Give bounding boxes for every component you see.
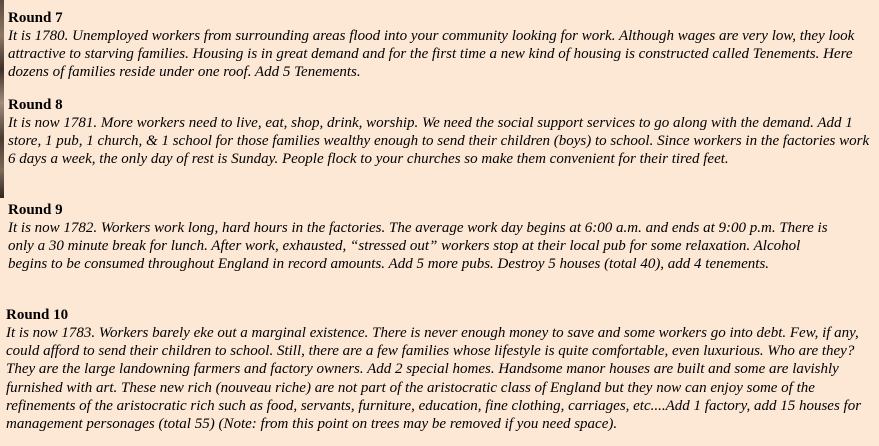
round-9-heading: Round 9 (8, 202, 63, 218)
round-9-section (8, 201, 873, 274)
round-10-text: It is now 1783. Workers barely eke out a marginal existence. There is never enough money to save and some workers go into debt. Few, if any, could afford to send their children to school. Still, there are a few families whose lifestyle is quite comfortable, even luxurious. Who are they? They are the large landowning farmers and factory owners. Add 2 special homes. Handsome manor houses are built and some are lavishly furnished with art. These new rich (nouveau riche) are not part of the aristocratic class of England but they now can enjoy some of the refinements of the aristocratic rich such as food, servants, furniture, education, fine clothing, carriages, etc....Add 1 factory, add 15 houses for management personages (total 55) (Note: from this point on trees may be removed if you need space). (6, 325, 862, 433)
round-7-text: It is 1780. Unemployed workers from surrounding areas flood into your community looking for work. Although wages are very low, they look attractive to starving families. Housing is in great demand and for the first time a new kind of housing is constructed called Tenements. Here dozens of families reside under one roof. Add 5 Tenements. (8, 28, 855, 81)
round-8-text: It is now 1781. More workers need to live, eat, shop, drink, worship. We need the social support services to go along with the demand. Add 1 store, 1 pub, 1 church, & 1 school for those families wealthy enough to send their children (boys) to school. Since workers in the factories work 6 days a week, the only day of rest is Sunday. People flock to your churches so make them convenient for their tired feet. (8, 115, 870, 168)
round-8-section (8, 96, 873, 169)
round-9-text: It is now 1782. Workers work long, hard hours in the factories. The average work day begins at 6:00 a.m. and ends at 9:00 p.m. There is only a 30 minute break for lunch. After work, exhausted, “stressed out” workers stop at their local pub for some relaxation. Alcohol begins to be consumed throughout England in record amounts. Add 5 more pubs. Destroy 5 houses (total 40), add 4 tenements. (8, 220, 828, 273)
round-8-heading: Round 8 (8, 97, 63, 113)
round-7-section (8, 9, 873, 82)
decorative-image-edge (0, 0, 4, 198)
round-10-section (6, 306, 877, 433)
round-10-heading: Round 10 (6, 307, 69, 323)
round-7-heading: Round 7 (8, 10, 63, 26)
